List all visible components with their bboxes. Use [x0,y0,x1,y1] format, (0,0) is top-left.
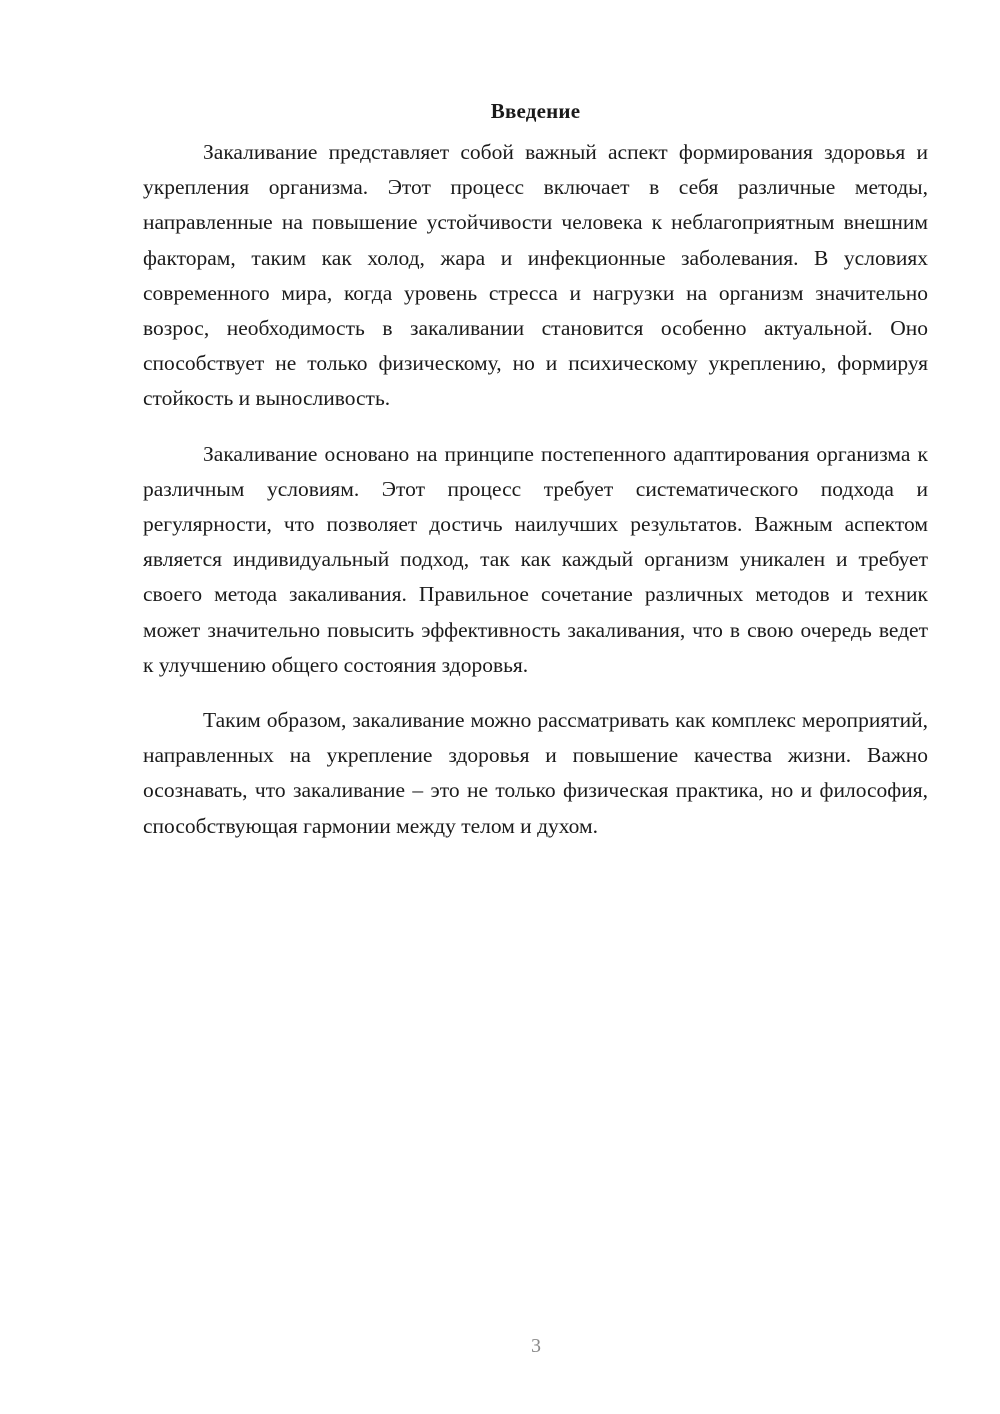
paragraph-2: Закаливание основано на принципе постепенного адаптирования организма к различным условиям. Этот процесс требует систематического подхода и регулярности, что позволяет достичь наилучших результатов. Важным аспектом является индивидуальный подход, так как каждый организм уникален и требует своего метода закаливания. Правильное сочетание различных методов и техник может значительно повысить эффективность закаливания, что в свою очередь ведет к улучшению общего состояния здоровья. [143,441,928,677]
page-number: 3 [531,1335,541,1357]
paragraph-1: Закаливание представляет собой важный аспект формирования здоровья и укрепления организма. Этот процесс включает в себя различные методы, направленные на повышение устойчивости человека к неблагоприятным внешним факторам, таким как холод, жара и инфекционные заболевания. В условиях современного мира, когда уровень стресса и нагрузки на организм значительно возрос, необходимость в закаливании становится особенно актуальной. Оно способствует не только физическому, но и психическому укреплению, формируя стойкость и выносливость. [143,140,928,411]
section-title: Введение [490,99,581,123]
paragraph-3: Таким образом, закаливание можно рассматривать как комплекс мероприятий, направленных на укрепление здоровья и повышение качества жизни. Важно осознавать, что закаливание – это не только физическая практика, но и философия, способствующая гармонии между телом и духом. [143,708,928,838]
page-content [143,96,928,864]
